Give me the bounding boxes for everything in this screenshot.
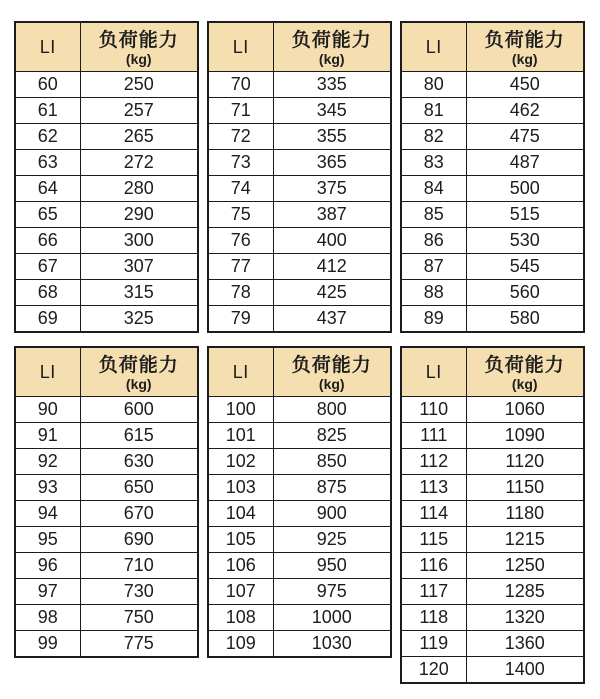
kg-cell: 1030 [273, 631, 391, 658]
li-cell: 102 [208, 449, 273, 475]
capacity-unit-label: (kg) [318, 375, 345, 392]
li-cell: 74 [208, 176, 273, 202]
kg-cell: 650 [80, 475, 198, 501]
kg-cell: 1090 [466, 423, 584, 449]
header-row [15, 347, 198, 397]
li-cell: 83 [401, 150, 466, 176]
capacity-unit-label: (kg) [125, 50, 152, 67]
table-row [401, 202, 584, 228]
kg-cell: 800 [273, 397, 391, 423]
li-cell: 62 [15, 124, 80, 150]
kg-cell: 365 [273, 150, 391, 176]
table-row [401, 254, 584, 280]
li-cell: 110 [401, 397, 466, 423]
capacity-unit-label: (kg) [511, 50, 538, 67]
kg-cell: 257 [80, 98, 198, 124]
capacity-unit-label: (kg) [125, 375, 152, 392]
table-row [208, 527, 391, 553]
kg-cell: 250 [80, 72, 198, 98]
li-cell: 97 [15, 579, 80, 605]
li-cell: 61 [15, 98, 80, 124]
li-cell: 73 [208, 150, 273, 176]
kg-cell: 900 [273, 501, 391, 527]
li-cell: 99 [15, 631, 80, 658]
li-cell: 87 [401, 254, 466, 280]
capacity-unit-label: (kg) [511, 375, 538, 392]
li-cell: 88 [401, 280, 466, 306]
table-row [401, 527, 584, 553]
kg-cell: 710 [80, 553, 198, 579]
table-row [208, 423, 391, 449]
li-cell: 104 [208, 501, 273, 527]
kg-cell: 462 [466, 98, 584, 124]
kg-cell: 375 [273, 176, 391, 202]
table-row [15, 553, 198, 579]
table-row [401, 98, 584, 124]
kg-cell: 630 [80, 449, 198, 475]
kg-cell: 1285 [466, 579, 584, 605]
li-column-header: LI [401, 22, 466, 72]
li-cell: 66 [15, 228, 80, 254]
li-cell: 116 [401, 553, 466, 579]
li-cell: 118 [401, 605, 466, 631]
li-cell: 76 [208, 228, 273, 254]
table-row [401, 605, 584, 631]
kg-cell: 670 [80, 501, 198, 527]
table-row [208, 176, 391, 202]
table-row [208, 280, 391, 306]
kg-cell: 325 [80, 306, 198, 333]
li-cell: 101 [208, 423, 273, 449]
li-cell: 69 [15, 306, 80, 333]
table-row [15, 98, 198, 124]
table-row [15, 124, 198, 150]
table-row [208, 254, 391, 280]
li-cell: 60 [15, 72, 80, 98]
li-cell: 90 [15, 397, 80, 423]
li-cell: 114 [401, 501, 466, 527]
table-row [401, 228, 584, 254]
table-row [401, 150, 584, 176]
capacity-column-header [273, 347, 391, 397]
table-row [208, 501, 391, 527]
li-column-header: LI [208, 347, 273, 397]
kg-cell: 1215 [466, 527, 584, 553]
table-row [208, 150, 391, 176]
li-cell: 95 [15, 527, 80, 553]
table-row [401, 579, 584, 605]
kg-cell: 335 [273, 72, 391, 98]
kg-cell: 475 [466, 124, 584, 150]
kg-cell: 825 [273, 423, 391, 449]
li-cell: 80 [401, 72, 466, 98]
kg-cell: 355 [273, 124, 391, 150]
kg-cell: 950 [273, 553, 391, 579]
table-row [15, 254, 198, 280]
li-cell: 79 [208, 306, 273, 333]
table-row [401, 657, 584, 684]
capacity-label: 负荷能力 [291, 354, 372, 376]
li-cell: 82 [401, 124, 466, 150]
table-row [15, 280, 198, 306]
kg-cell: 580 [466, 306, 584, 333]
kg-cell: 1060 [466, 397, 584, 423]
li-cell: 119 [401, 631, 466, 657]
kg-cell: 412 [273, 254, 391, 280]
capacity-label: 负荷能力 [98, 29, 179, 51]
li-cell: 106 [208, 553, 273, 579]
table-row [208, 449, 391, 475]
table-row [401, 475, 584, 501]
li-cell: 112 [401, 449, 466, 475]
kg-cell: 307 [80, 254, 198, 280]
li-cell: 67 [15, 254, 80, 280]
li-cell: 105 [208, 527, 273, 553]
kg-cell: 487 [466, 150, 584, 176]
capacity-column-header [80, 22, 198, 72]
li-cell: 70 [208, 72, 273, 98]
header-row [208, 22, 391, 72]
kg-cell: 690 [80, 527, 198, 553]
load-index-table-80-89 [400, 21, 585, 333]
kg-cell: 450 [466, 72, 584, 98]
li-column-header: LI [15, 347, 80, 397]
table-row [401, 449, 584, 475]
table-row [15, 306, 198, 333]
kg-cell: 272 [80, 150, 198, 176]
table-row [15, 449, 198, 475]
kg-cell: 515 [466, 202, 584, 228]
kg-cell: 1250 [466, 553, 584, 579]
kg-cell: 1400 [466, 657, 584, 684]
kg-cell: 437 [273, 306, 391, 333]
table-row [208, 631, 391, 658]
table-row [15, 527, 198, 553]
li-cell: 64 [15, 176, 80, 202]
table-row [401, 306, 584, 333]
li-cell: 63 [15, 150, 80, 176]
load-index-table-100-109 [207, 346, 392, 658]
kg-cell: 1150 [466, 475, 584, 501]
kg-cell: 600 [80, 397, 198, 423]
kg-cell: 750 [80, 605, 198, 631]
capacity-unit-label: (kg) [318, 50, 345, 67]
li-cell: 86 [401, 228, 466, 254]
capacity-column-header [80, 347, 198, 397]
header-row [15, 22, 198, 72]
li-cell: 96 [15, 553, 80, 579]
li-cell: 77 [208, 254, 273, 280]
load-index-table-60-69 [14, 21, 199, 333]
table-row [15, 475, 198, 501]
table-row [401, 124, 584, 150]
table-row [15, 72, 198, 98]
table-row [208, 202, 391, 228]
header-row [401, 347, 584, 397]
kg-cell: 1120 [466, 449, 584, 475]
capacity-column-header [466, 22, 584, 72]
kg-cell: 265 [80, 124, 198, 150]
li-cell: 65 [15, 202, 80, 228]
kg-cell: 300 [80, 228, 198, 254]
table-row [15, 202, 198, 228]
table-row [401, 423, 584, 449]
kg-cell: 315 [80, 280, 198, 306]
capacity-label: 负荷能力 [484, 29, 565, 51]
kg-cell: 1180 [466, 501, 584, 527]
li-cell: 103 [208, 475, 273, 501]
table-row [401, 176, 584, 202]
li-cell: 109 [208, 631, 273, 658]
capacity-column-header [466, 347, 584, 397]
header-row [208, 347, 391, 397]
li-cell: 89 [401, 306, 466, 333]
kg-cell: 1000 [273, 605, 391, 631]
kg-cell: 290 [80, 202, 198, 228]
li-cell: 85 [401, 202, 466, 228]
table-row [208, 228, 391, 254]
li-cell: 113 [401, 475, 466, 501]
kg-cell: 850 [273, 449, 391, 475]
kg-cell: 775 [80, 631, 198, 658]
table-row [208, 475, 391, 501]
li-column-header: LI [15, 22, 80, 72]
kg-cell: 400 [273, 228, 391, 254]
table-row [401, 280, 584, 306]
load-index-table-70-79 [207, 21, 392, 333]
li-cell: 108 [208, 605, 273, 631]
kg-cell: 560 [466, 280, 584, 306]
li-column-header: LI [401, 347, 466, 397]
li-column-header: LI [208, 22, 273, 72]
li-cell: 111 [401, 423, 466, 449]
li-cell: 91 [15, 423, 80, 449]
kg-cell: 925 [273, 527, 391, 553]
kg-cell: 875 [273, 475, 391, 501]
table-row [15, 423, 198, 449]
load-index-table-110-120 [400, 346, 585, 684]
li-cell: 94 [15, 501, 80, 527]
header-row [401, 22, 584, 72]
table-row [15, 605, 198, 631]
kg-cell: 280 [80, 176, 198, 202]
kg-cell: 545 [466, 254, 584, 280]
table-row [208, 98, 391, 124]
table-row [208, 579, 391, 605]
capacity-label: 负荷能力 [98, 354, 179, 376]
table-row [401, 631, 584, 657]
kg-cell: 615 [80, 423, 198, 449]
table-row [15, 501, 198, 527]
table-row [15, 176, 198, 202]
li-cell: 71 [208, 98, 273, 124]
li-cell: 107 [208, 579, 273, 605]
load-index-table-90-99 [14, 346, 199, 658]
table-row [208, 605, 391, 631]
kg-cell: 500 [466, 176, 584, 202]
kg-cell: 1320 [466, 605, 584, 631]
li-cell: 78 [208, 280, 273, 306]
li-cell: 98 [15, 605, 80, 631]
li-cell: 68 [15, 280, 80, 306]
table-row [208, 124, 391, 150]
li-cell: 92 [15, 449, 80, 475]
li-cell: 93 [15, 475, 80, 501]
capacity-column-header [273, 22, 391, 72]
kg-cell: 425 [273, 280, 391, 306]
table-row [15, 228, 198, 254]
li-cell: 115 [401, 527, 466, 553]
table-row [401, 501, 584, 527]
li-cell: 117 [401, 579, 466, 605]
table-row [401, 553, 584, 579]
kg-cell: 730 [80, 579, 198, 605]
table-row [15, 397, 198, 423]
table-row [208, 306, 391, 333]
table-row [15, 579, 198, 605]
table-row [401, 397, 584, 423]
table-row [208, 72, 391, 98]
kg-cell: 530 [466, 228, 584, 254]
li-cell: 100 [208, 397, 273, 423]
li-cell: 84 [401, 176, 466, 202]
li-cell: 72 [208, 124, 273, 150]
kg-cell: 975 [273, 579, 391, 605]
kg-cell: 387 [273, 202, 391, 228]
table-row [15, 150, 198, 176]
capacity-label: 负荷能力 [291, 29, 372, 51]
table-row [208, 397, 391, 423]
li-cell: 75 [208, 202, 273, 228]
kg-cell: 1360 [466, 631, 584, 657]
kg-cell: 345 [273, 98, 391, 124]
li-cell: 120 [401, 657, 466, 684]
table-row [15, 631, 198, 658]
table-row [401, 72, 584, 98]
table-row [208, 553, 391, 579]
li-cell: 81 [401, 98, 466, 124]
capacity-label: 负荷能力 [484, 354, 565, 376]
